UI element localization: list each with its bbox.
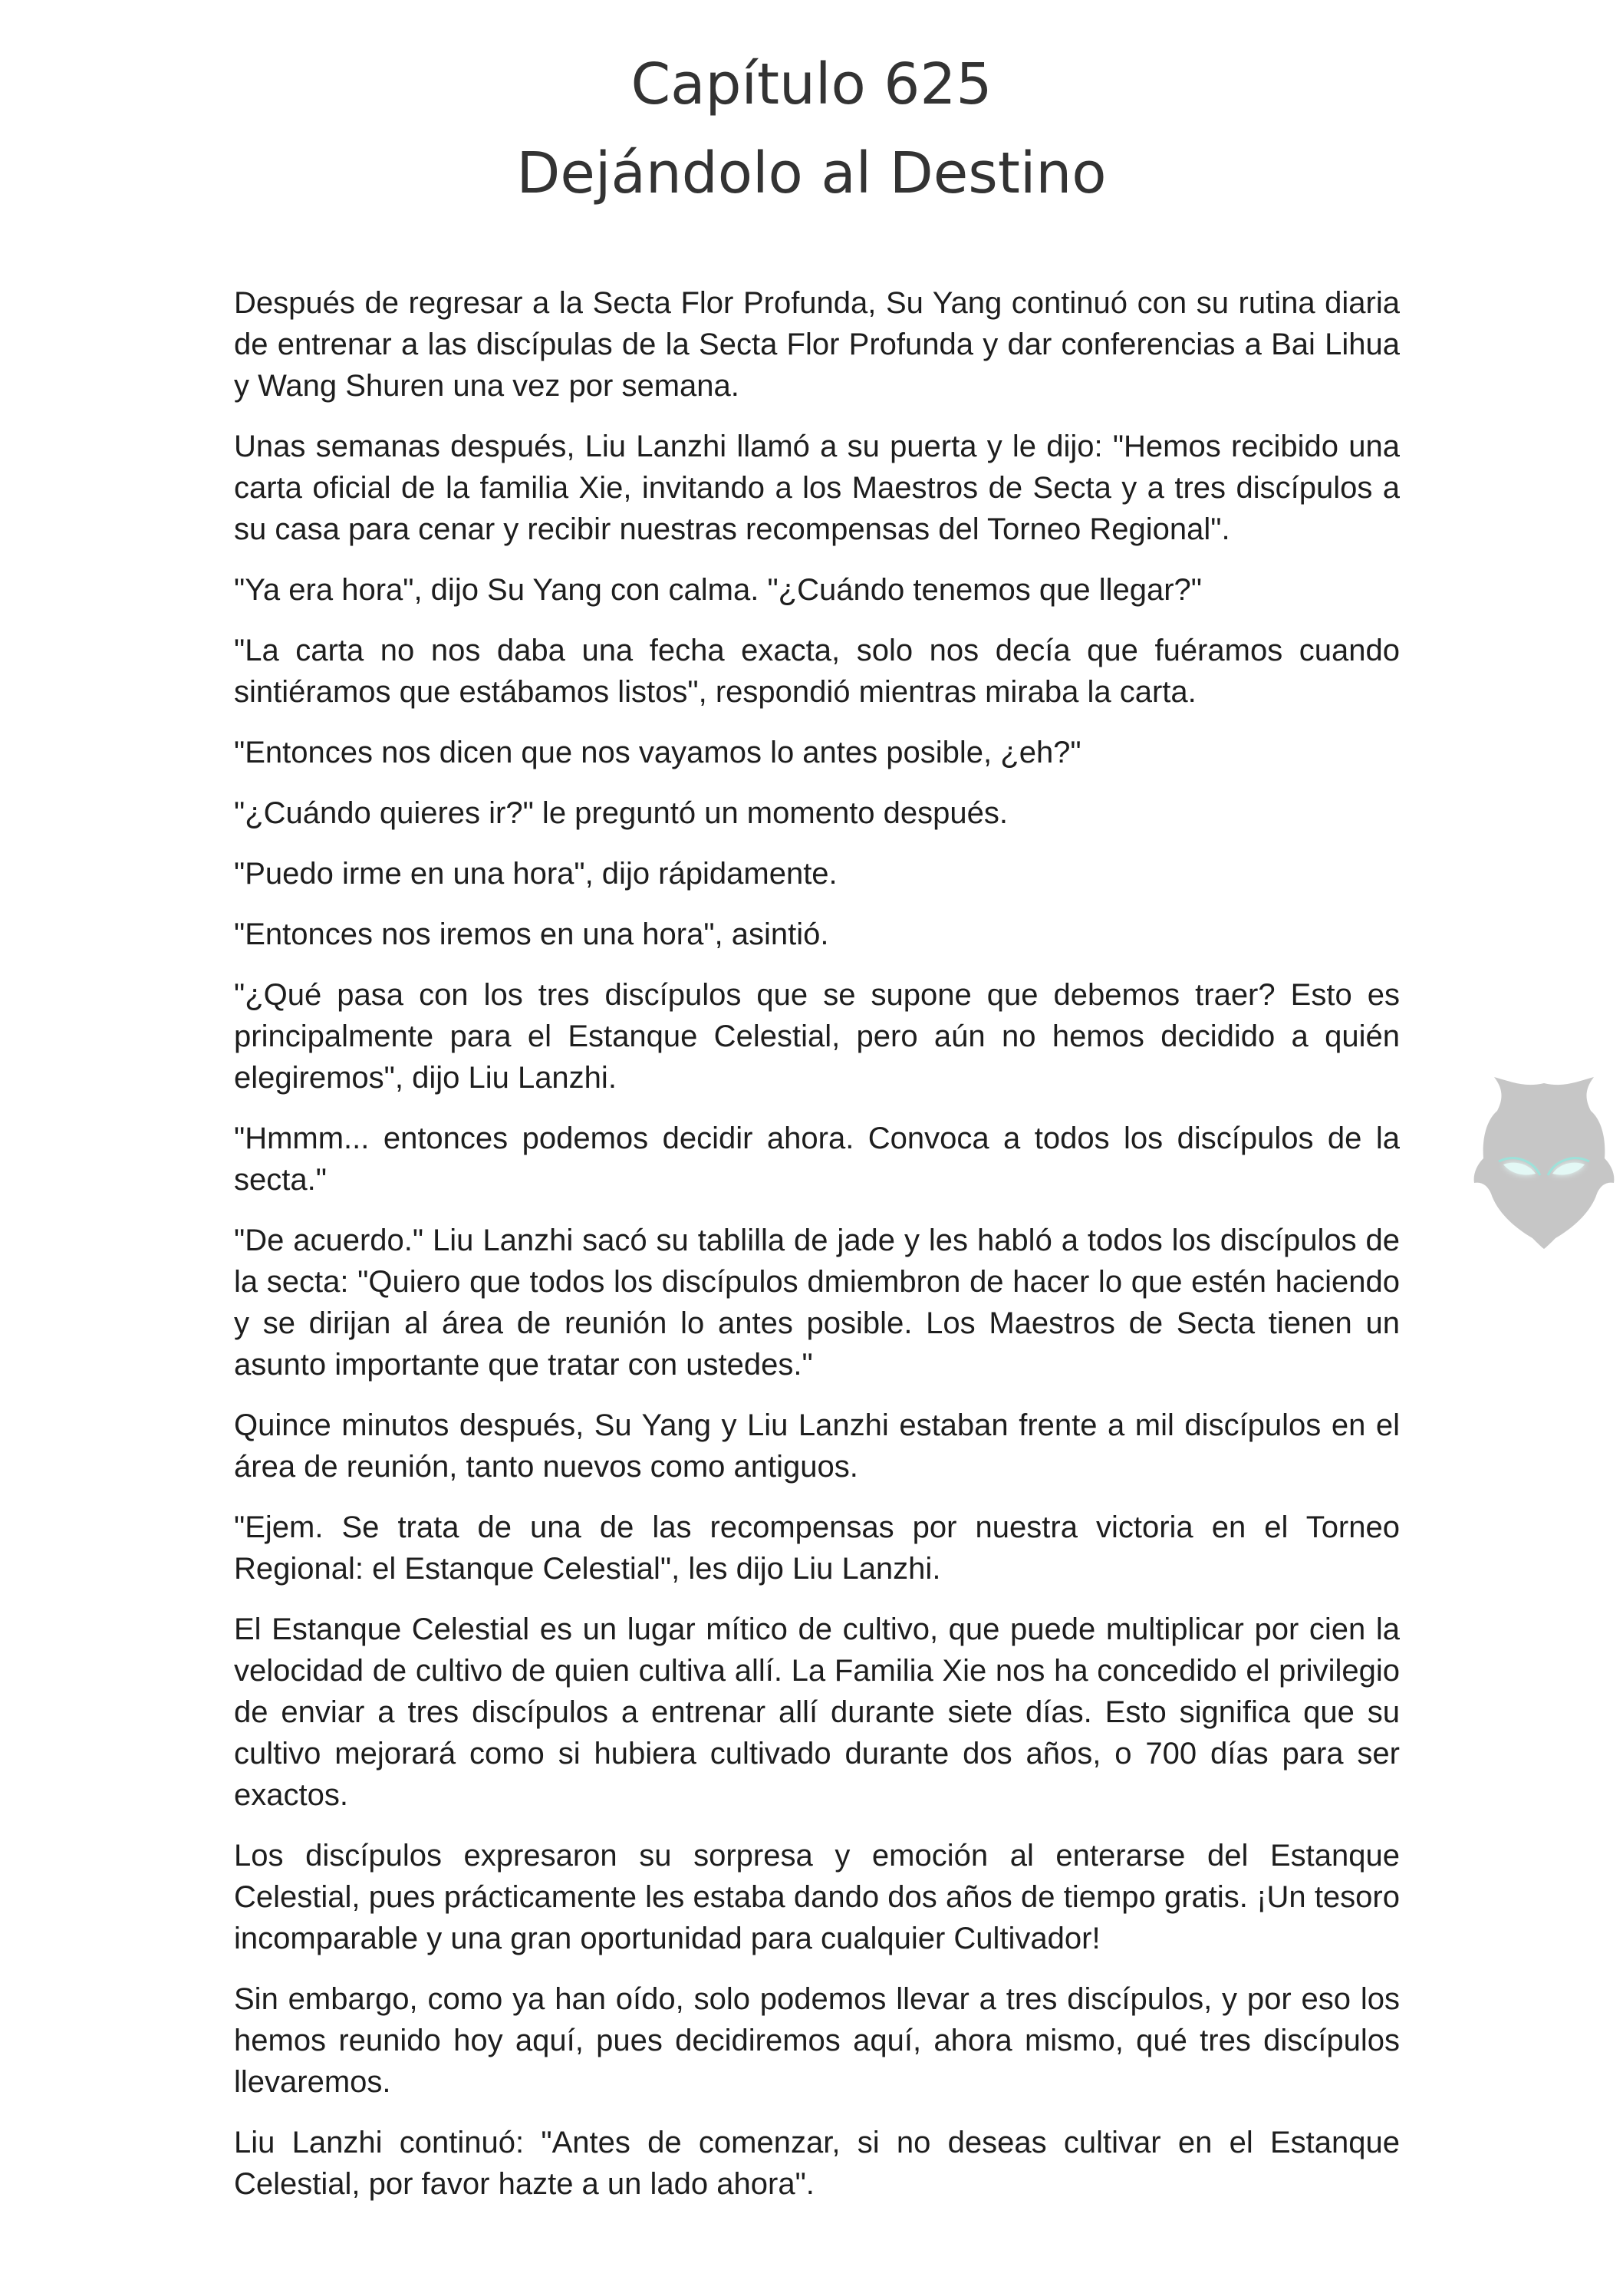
- paragraph: Liu Lanzhi continuó: "Antes de comenzar, si no deseas cultivar en el Estanque Celestial, por favor hazte a un lado ahora".: [234, 2126, 1400, 2201]
- paragraph: El Estanque Celestial es un lugar mítico de cultivo, que puede multiplicar por cien la velocidad de cultivo de quien cultiva allí. La Familia Xie nos ha concedido el privilegio de enviar a tres discípulos a entrenar allí durante siete días. Esto significa que su cultivo mejorará como si hubiera cultivado durante dos años, o 700 días para ser exactos.: [234, 1612, 1400, 1812]
- paragraph: "La carta no nos daba una fecha exacta, solo nos decía que fuéramos cuando sintiéramos que estábamos listos", respondió mientras miraba la carta.: [234, 634, 1400, 709]
- paragraph: "Hmmm... entonces podemos decidir ahora. Convoca a todos los discípulos de la secta.": [234, 1122, 1400, 1197]
- paragraph: Después de regresar a la Secta Flor Profunda, Su Yang continuó con su rutina diaria de entrenar a las discípulas de la Secta Flor Profunda y dar conferencias a Bai Lihua y Wang Shuren una vez por semana.: [234, 286, 1400, 403]
- paragraph: "Entonces nos iremos en una hora", asintió.: [234, 917, 829, 951]
- paragraph: "Entonces nos dicen que nos vayamos lo antes posible, ¿eh?": [234, 736, 1081, 769]
- paragraph: Quince minutos después, Su Yang y Liu Lanzhi estaban frente a mil discípulos en el área de reunión, tanto nuevos como antiguos.: [234, 1408, 1400, 1484]
- paragraph: "¿Qué pasa con los tres discípulos que se supone que debemos traer? Esto es principalmente para el Estanque Celestial, pero aún no hemos decidido a quién elegiremos", dijo Liu Lanzhi.: [234, 978, 1400, 1095]
- paragraph: "Ejem. Se trata de una de las recompensas por nuestra victoria en el Torneo Regional: el Estanque Celestial", les dijo Liu Lanzhi.: [234, 1510, 1400, 1586]
- chapter-number: Capítulo 625: [630, 51, 993, 117]
- chapter-title: Dejándolo al Destino: [516, 140, 1107, 206]
- demon-head-icon: [1471, 1074, 1617, 1250]
- demon-head-shape: [1474, 1077, 1615, 1249]
- paragraph: "Ya era hora", dijo Su Yang con calma. "¿Cuándo tenemos que llegar?": [234, 573, 1202, 607]
- paragraph: "Puedo irme en una hora", dijo rápidamente.: [234, 857, 838, 891]
- paragraph: Los discípulos expresaron su sorpresa y emoción al enterarse del Estanque Celestial, pues prácticamente les estaba dando dos años de tiempo gratis. ¡Un tesoro incomparable y una gran oportunidad para cualquier Cultivador!: [234, 1839, 1400, 1955]
- paragraph: Sin embargo, como ya han oído, solo podemos llevar a tres discípulos, y por eso los hemos reunido hoy aquí, pues decidiremos aquí, ahora mismo, qué tres discípulos llevaremos.: [234, 1982, 1400, 2099]
- chapter-body: [234, 282, 1400, 2224]
- paragraph: "¿Cuándo quieres ir?" le preguntó un momento después.: [234, 796, 1009, 830]
- paragraph: Unas semanas después, Liu Lanzhi llamó a su puerta y le dijo: "Hemos recibido una carta oficial de la familia Xie, invitando a los Maestros de Secta y a tres discípulos a su casa para cenar y recibir nuestras recompensas del Torneo Regional".: [234, 430, 1400, 546]
- chapter-header: [0, 40, 1623, 218]
- paragraph: "De acuerdo." Liu Lanzhi sacó su tablilla de jade y les habló a todos los discípulos de la secta: "Quiero que todos los discípulos dmiembron de hacer lo que estén haciendo y se dirijan al área de reunión lo antes posible. Los Maestros de Secta tienen un asunto importante que tratar con ustedes.": [234, 1224, 1400, 1382]
